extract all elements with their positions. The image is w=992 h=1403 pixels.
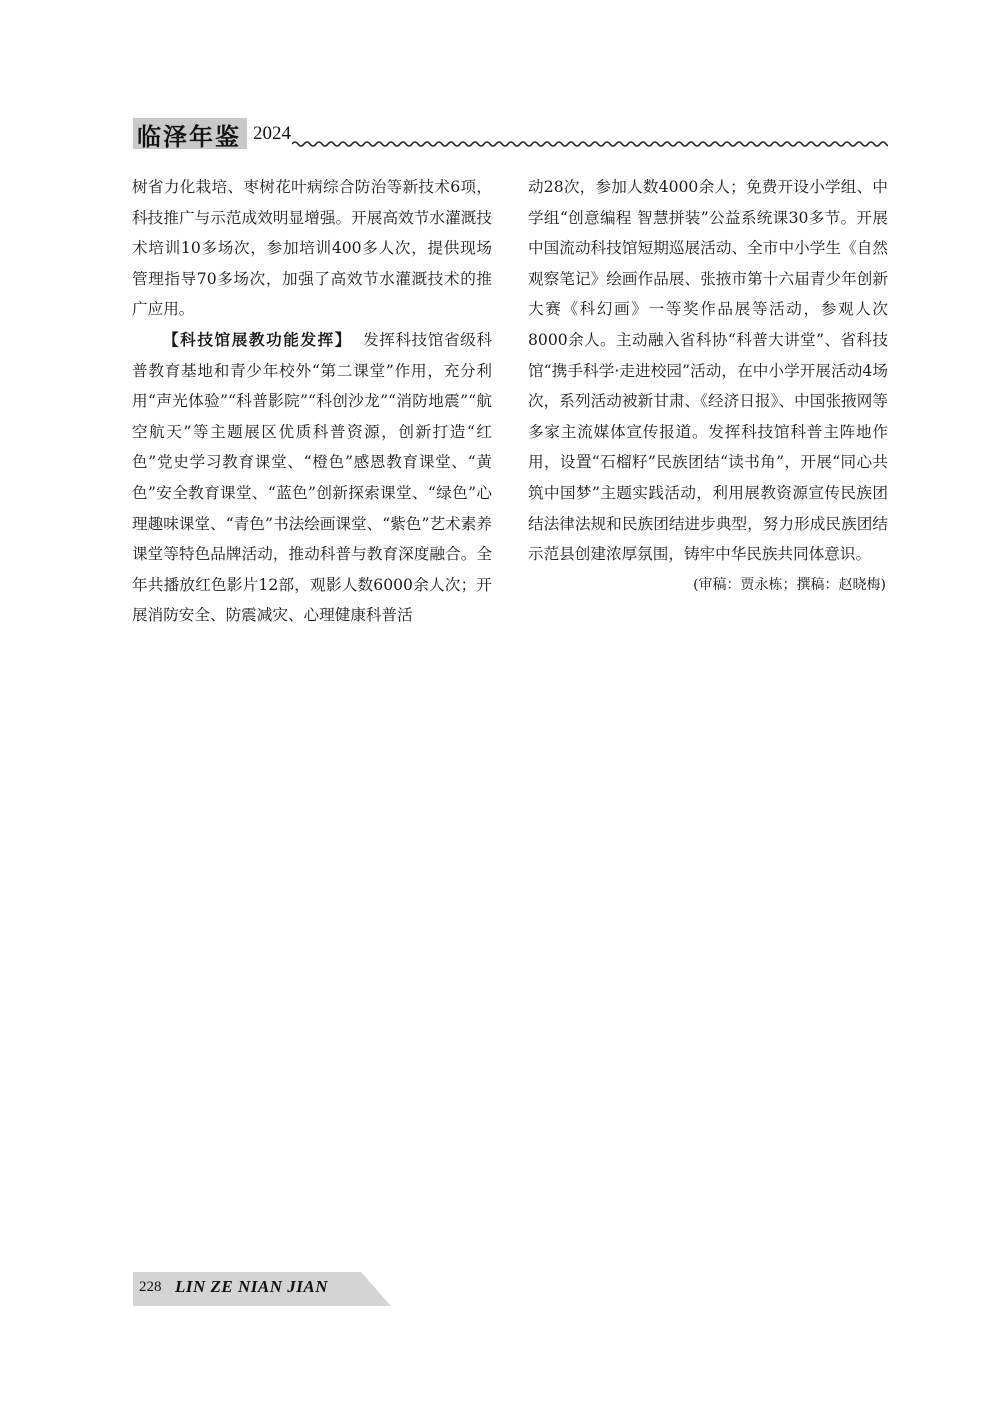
running-header [133,115,291,149]
footer-title: LIN ZE NIAN JIAN [175,1277,328,1296]
page-number: 228 [139,1279,162,1295]
section-body: 发挥科技馆省级科普教育基地和青少年校外“第二课堂”作用，充分利用“声光体验”“科普影院”“科创沙龙”“消防地震”“航空航天”等主题展区优质科普资源，创新打造“红色”党史学习教育课堂、“橙色”感恩教育课堂、“黄色”安全教育课堂、“蓝色”创新探索课堂、“绿色”心理趣味课堂、“青色”书法绘画课堂、“紫色”艺术素养课堂等特色品牌活动，推动科普与教育深度融合。全年共播放红色影片12部，观影人数6000余人次；开展消防安全、防震减灾、心理健康科普活 [132,330,492,625]
right-column [528,172,888,600]
right-paragraph-1: 动28次，参加人数4000余人；免费开设小学组、中学组“创意编程 智慧拼装”公益系统课30多节。开展中国流动科技馆短期巡展活动、全市中小学生《自然观察笔记》绘画作品展、张掖市第十六届青少年创新大赛《科幻画》一等奖作品展等活动，参观人次8000余人。主动融入省科协“科普大讲堂”、省科技馆“携手科学·走进校园”活动，在中小学开展活动4场次，系列活动被新甘肃、《经济日报》、中国张掖网等多家主流媒体宣传报道。发挥科技馆科普主阵地作用，设置“石榴籽”民族团结“读书角”，开展“同心共筑中国梦”主题实践活动，利用展教资源宣传民族团结法律法规和民族团结进步典型，努力形成民族团结示范县创建浓厚氛围，铸牢中华民族共同体意识。 [528,178,888,564]
left-paragraph-1: 树省力化栽培、枣树花叶病综合防治等新技术6项，科技推广与示范成效明显增强。开展高效节水灌溉技术培训10多场次，参加培训400多人次，提供现场管理指导70多场次，加强了高效节水灌溉技术的推广应用。 [132,178,492,319]
header-wavy-rule [292,139,888,149]
credits-line: (审稿：贾永栋；撰稿：赵晓梅) [693,576,886,593]
running-footer [133,1272,391,1306]
header-year: 2024 [253,123,291,144]
section-title: 【科技馆展教功能发挥】 [163,330,353,349]
yearbook-brand: 临泽年鉴 [133,118,247,149]
left-column [132,172,492,631]
left-paragraph-2 [132,325,492,631]
